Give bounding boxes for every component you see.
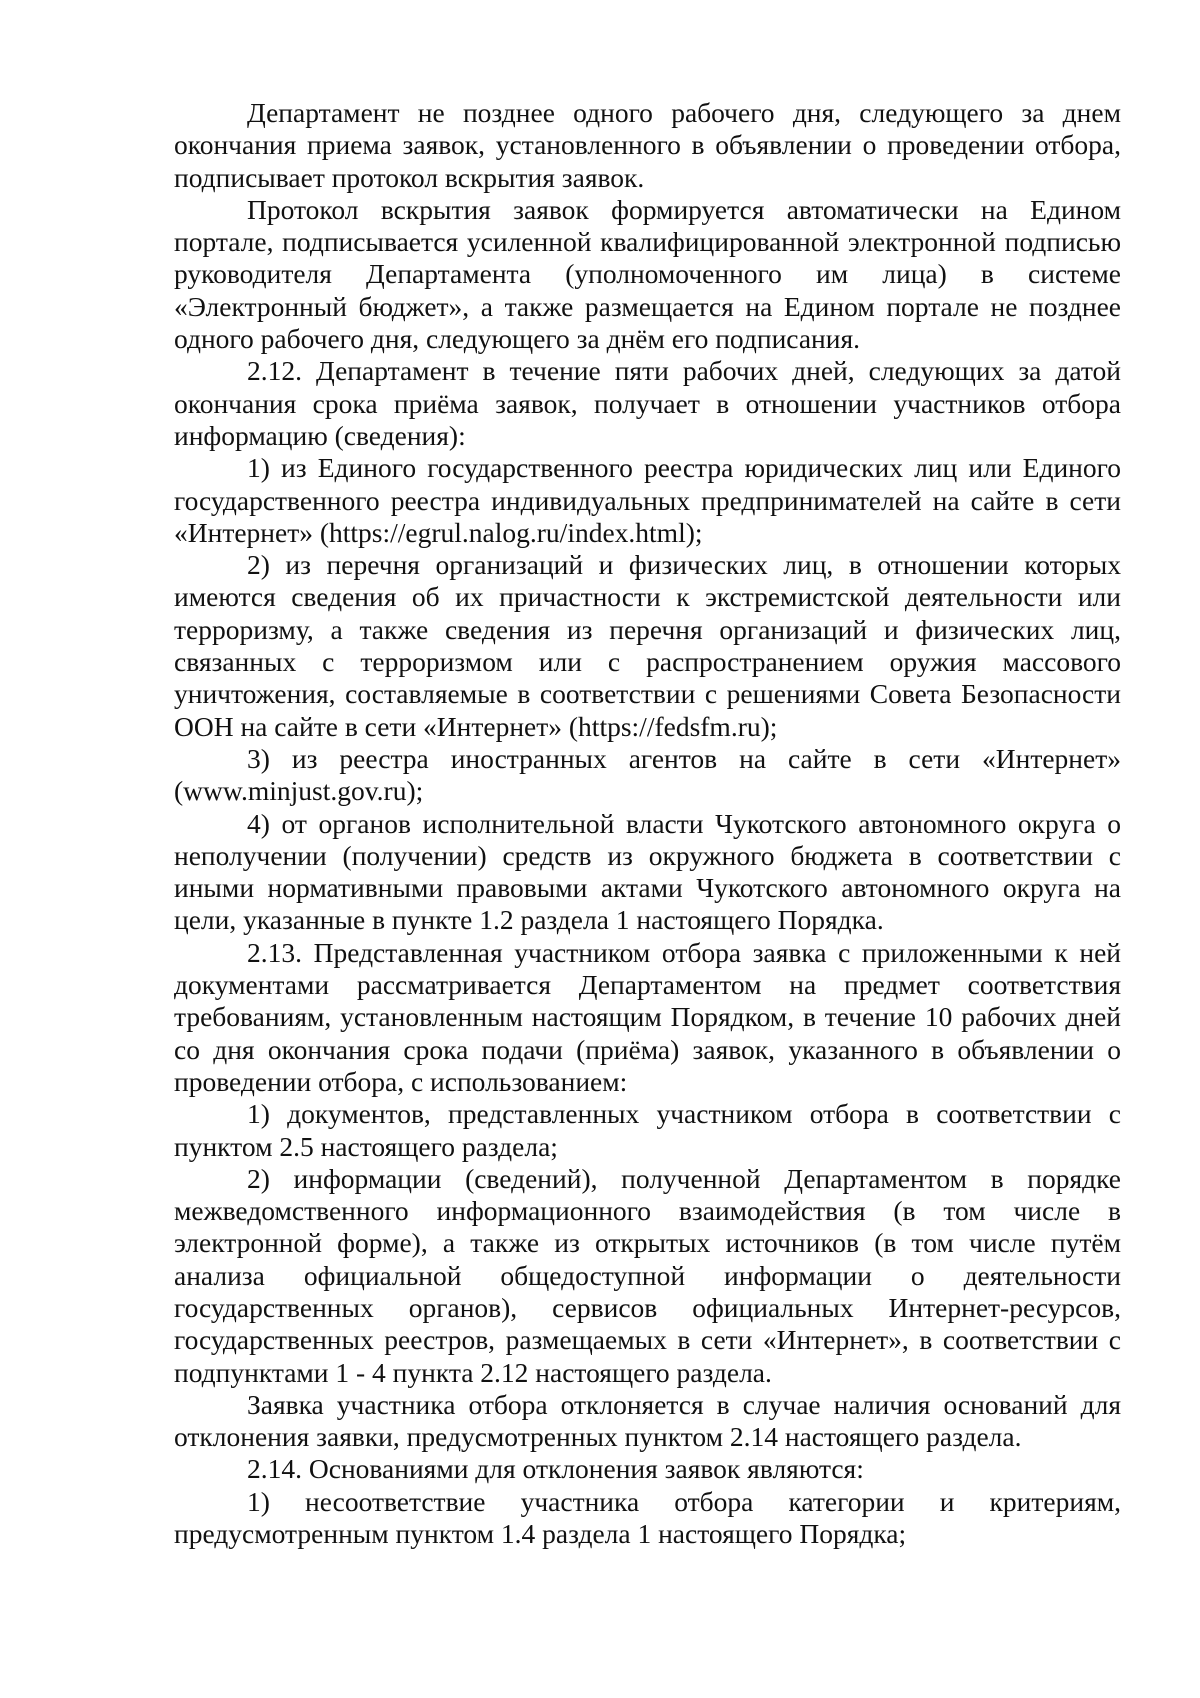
paragraph-2-13-item-2: 2) информации (сведений), полученной Департаментом в порядке межведомственного информационного взаимодействия (в том числе в электронной форме), а также из открытых источников (в том числе путём анализа официальной общедоступной информации о деятельности государственных органов), сервисов официальных Интернет-ресурсов, государственных реестров, размещаемых в сети «Интернет», в соответствии с подпунктами 1 - 4 пункта 2.12 настоящего раздела.	[174, 1162, 1121, 1388]
paragraph-protocol-signing: Департамент не позднее одного рабочего дня, следующего за днем окончания приема заявок, установленного в объявлении о проведении отбора, подписывает протокол вскрытия заявок.	[174, 97, 1121, 193]
paragraph-2-12-item-4: 4) от органов исполнительной власти Чукотского автономного округа о неполучении (получении) средств из окружного бюджета в соответствии с иными нормативными правовыми актами Чукотского автономного округа на цели, указанные в пункте 1.2 раздела 1 настоящего Порядка.	[174, 807, 1121, 936]
document-body	[174, 97, 1121, 1550]
paragraph-2-12: 2.12. Департамент в течение пяти рабочих дней, следующих за датой окончания срока приёма заявок, получает в отношении участников отбора информацию (сведения):	[174, 355, 1121, 451]
paragraph-2-12-item-3: 3) из реестра иностранных агентов на сайте в сети «Интернет» (www.minjust.gov.ru);	[174, 742, 1121, 807]
paragraph-2-14-item-1: 1) несоответствие участника отбора категории и критериям, предусмотренным пунктом 1.4 раздела 1 настоящего Порядка;	[174, 1485, 1121, 1550]
paragraph-protocol-formation: Протокол вскрытия заявок формируется автоматически на Едином портале, подписывается усиленной квалифицированной электронной подписью руководителя Департамента (уполномоченного им лица) в системе «Электронный бюджет», а также размещается на Едином портале не позднее одного рабочего дня, следующего за днём его подписания.	[174, 193, 1121, 355]
paragraph-2-13-item-1: 1) документов, представленных участником отбора в соответствии с пунктом 2.5 настоящего раздела;	[174, 1098, 1121, 1162]
paragraph-2-12-item-2: 2) из перечня организаций и физических лиц, в отношении которых имеются сведения об их причастности к экстремистской деятельности или терроризму, а также сведения из перечня организаций и физических лиц, связанных с терроризмом или с распространением оружия массового уничтожения, составляемые в соответствии с решениями Совета Безопасности ООН на сайте в сети «Интернет» (https://fedsfm.ru);	[174, 549, 1121, 742]
paragraph-rejection-note: Заявка участника отбора отклоняется в случае наличия оснований для отклонения заявки, предусмотренных пунктом 2.14 настоящего раздела.	[174, 1388, 1121, 1453]
paragraph-2-12-item-1: 1) из Единого государственного реестра юридических лиц или Единого государственного реестра индивидуальных предпринимателей на сайте в сети «Интернет» (https://egrul.nalog.ru/index.html);	[174, 452, 1121, 548]
paragraph-2-13: 2.13. Представленная участником отбора заявка с приложенными к ней документами рассматривается Департаментом на предмет соответствия требованиям, установленным настоящим Порядком, в течение 10 рабочих дней со дня окончания срока подачи (приёма) заявок, указанного в объявлении о проведении отбора, с использованием:	[174, 936, 1121, 1097]
paragraph-2-14: 2.14. Основаниями для отклонения заявок являются:	[247, 1453, 864, 1485]
